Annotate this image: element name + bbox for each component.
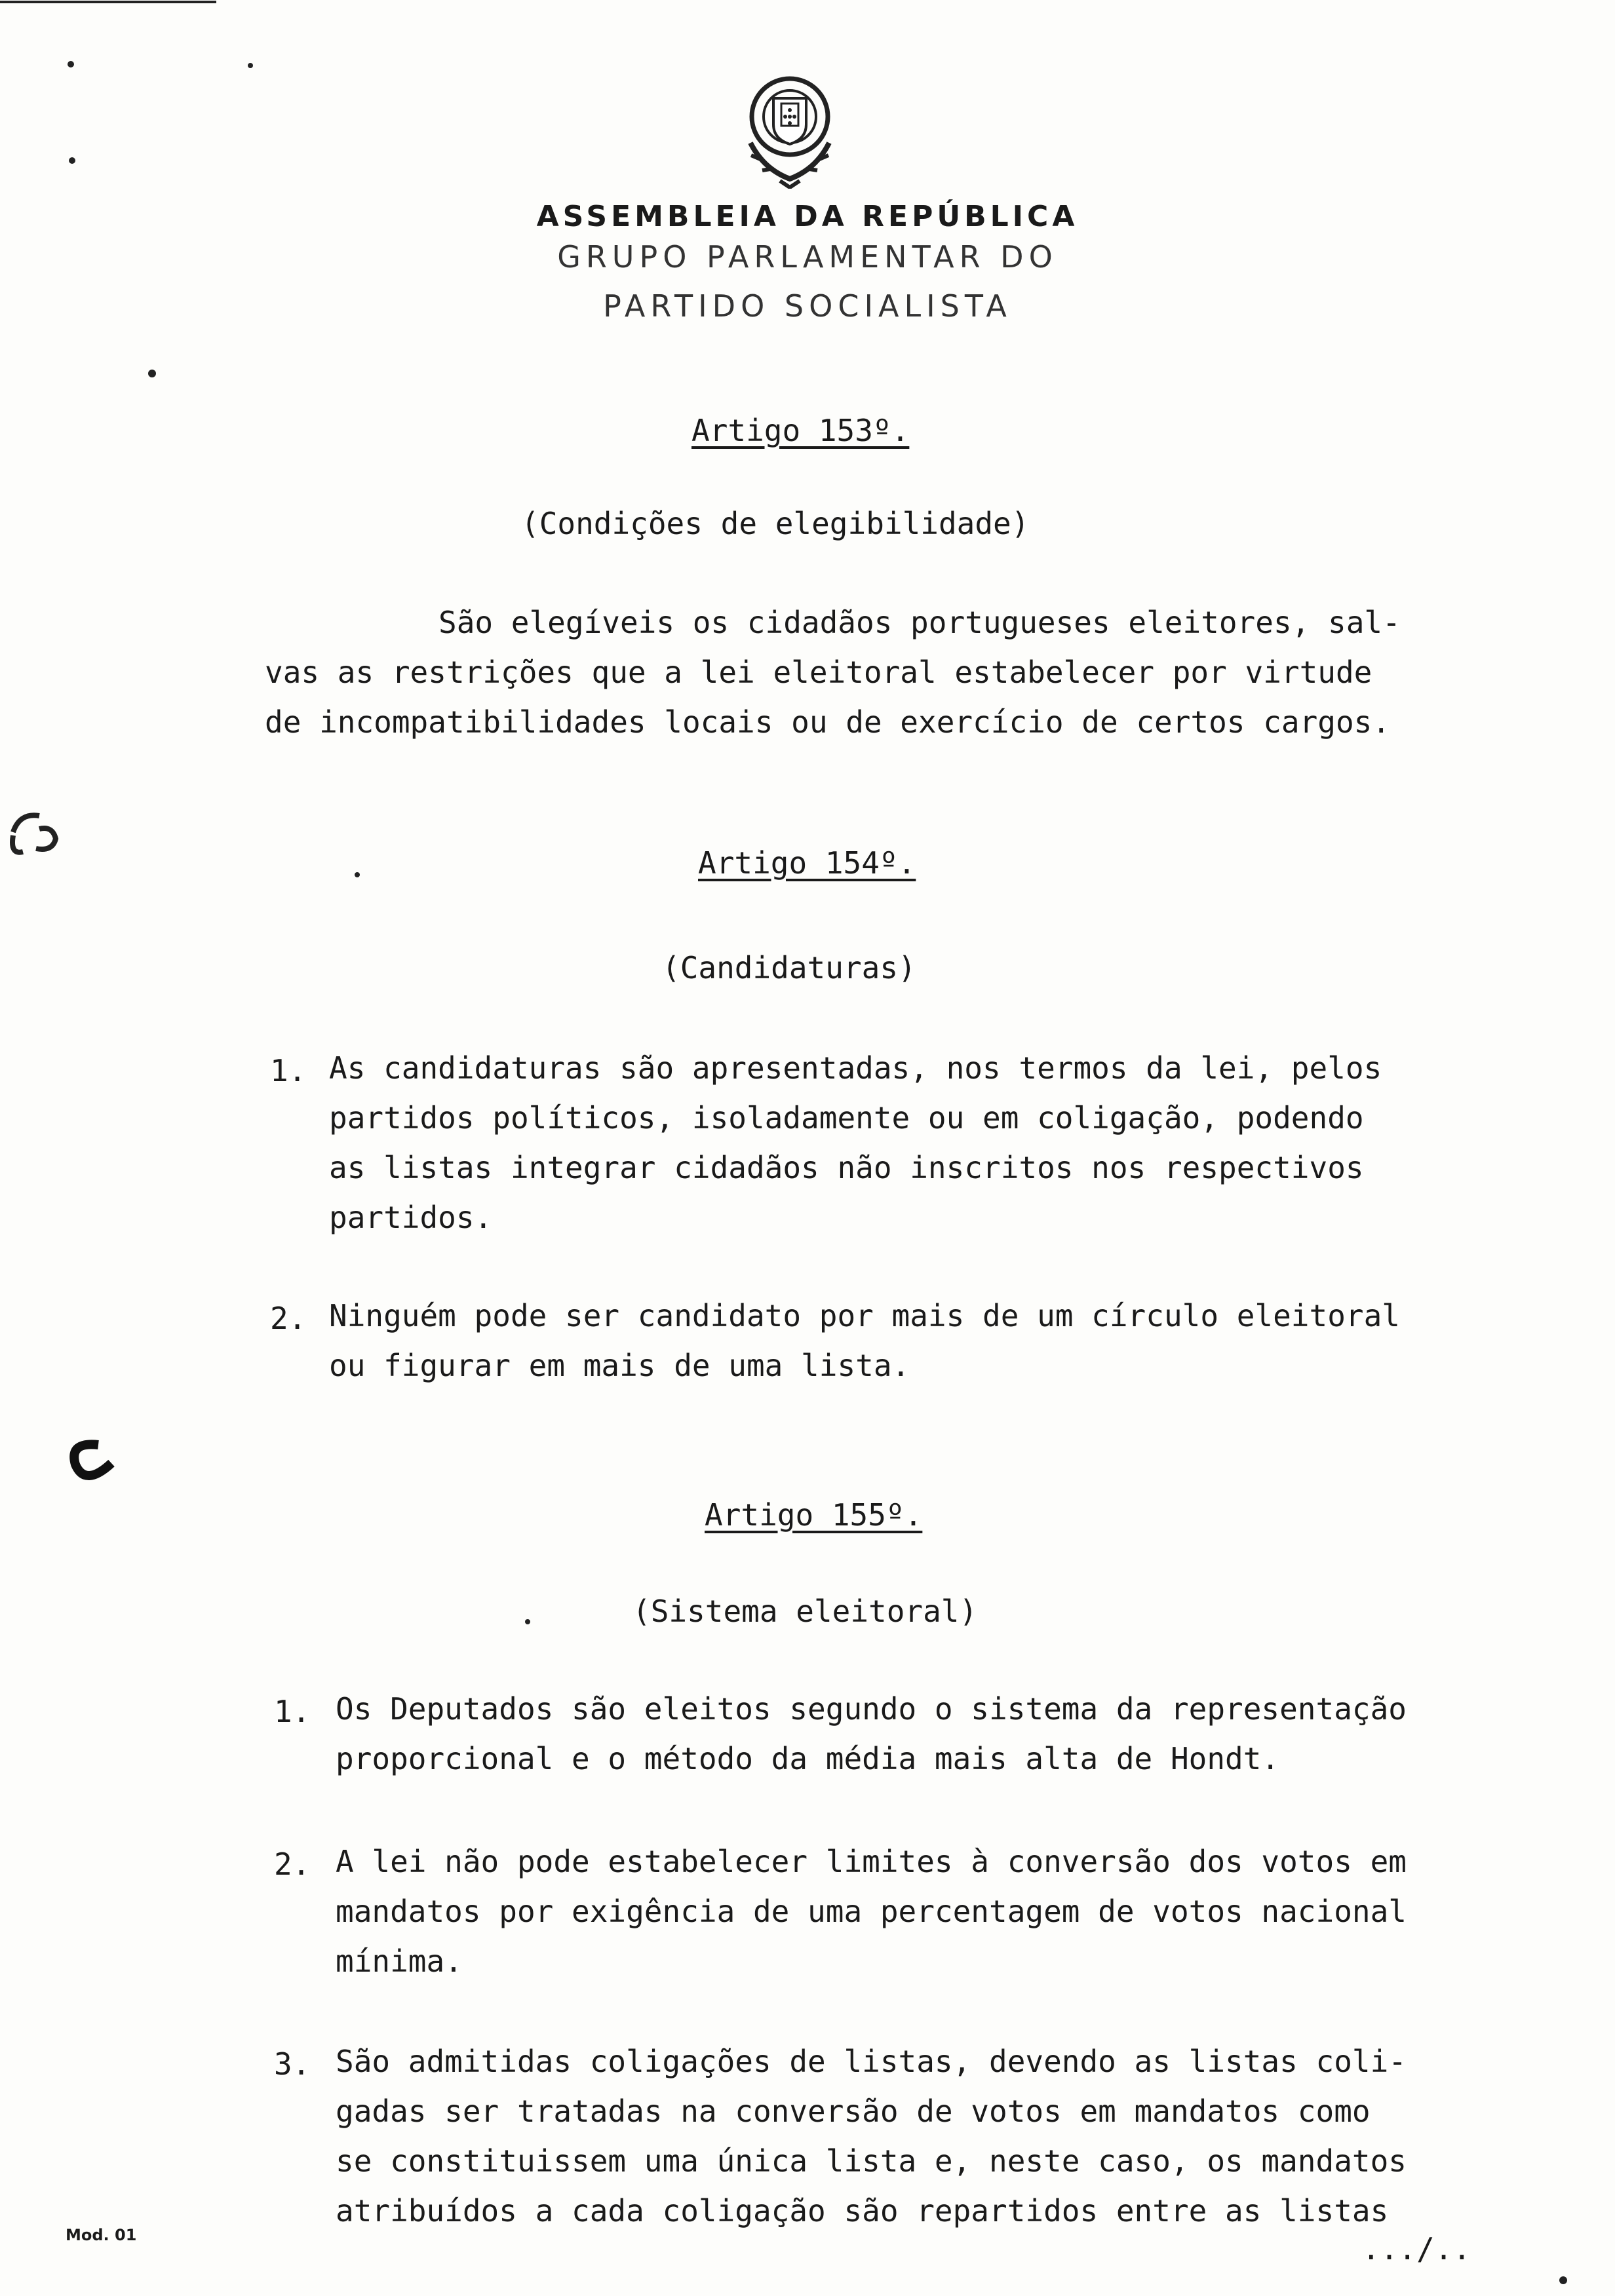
group-title: GRUPO PARLAMENTAR DO [557,239,1058,275]
body-line: Ninguém pode ser candidato por mais de um círculo eleitoral [329,1298,1400,1333]
body-line: As candidaturas são apresentadas, nos termos da lei, pelos [329,1050,1382,1086]
body-line: A lei não pode estabelecer limites à conversão dos votos em [336,1844,1407,1879]
article-154-subtitle: (Candidaturas) [662,950,916,985]
item-number: 3. [274,2046,311,2082]
continuation-mark: .../.. [1362,2231,1471,2267]
body-line: atribuídos a cada coligação são repartidos entre as listas [336,2193,1389,2229]
body-line: Os Deputados são eleitos segundo o sistema da representação [336,1691,1407,1727]
body-line: proporcional e o método da média mais alta de Hondt. [336,1741,1280,1776]
form-code: Mod. 01 [66,2226,137,2244]
item-number: 1. [274,1694,311,1729]
body-line: mínima. [336,1943,463,1979]
item-number: 2. [270,1301,307,1336]
body-line: São elegíveis os cidadãos portugueses eleitores, sal- [438,605,1401,640]
body-line: gadas ser tratadas na conversão de votos em mandatos como [336,2094,1371,2129]
body-line: as listas integrar cidadãos não inscritos nos respectivos [329,1150,1364,1185]
article-155-title: Artigo 155º. [705,1497,923,1533]
article-154-title: Artigo 154º. [698,845,916,881]
body-line: partidos políticos, isoladamente ou em coligação, podendo [329,1100,1364,1136]
body-line: se constituissem uma única lista e, neste caso, os mandatos [336,2143,1407,2179]
body-line: vas as restrições que a lei eleitoral estabelecer por virtude [265,655,1372,690]
article-153-title: Artigo 153º. [691,413,910,448]
article-153-subtitle: (Condições de elegibilidade) [521,506,1030,541]
item-number: 2. [274,1846,311,1882]
body-line: partidos. [329,1200,493,1235]
item-number: 1. [270,1053,307,1088]
body-line: São admitidas coligações de listas, devendo as listas coli- [336,2044,1407,2079]
article-155-subtitle: (Sistema eleitoral) [632,1594,978,1629]
institution-title: ASSEMBLEIA DA REPÚBLICA [536,200,1079,233]
body-line: mandatos por exigência de uma percentagem de votos nacional [336,1894,1407,1929]
body-line: ou figurar em mais de uma lista. [329,1348,910,1383]
party-title: PARTIDO SOCIALISTA [603,288,1012,324]
body-line: de incompatibilidades locais ou de exercício de certos cargos. [265,704,1391,740]
